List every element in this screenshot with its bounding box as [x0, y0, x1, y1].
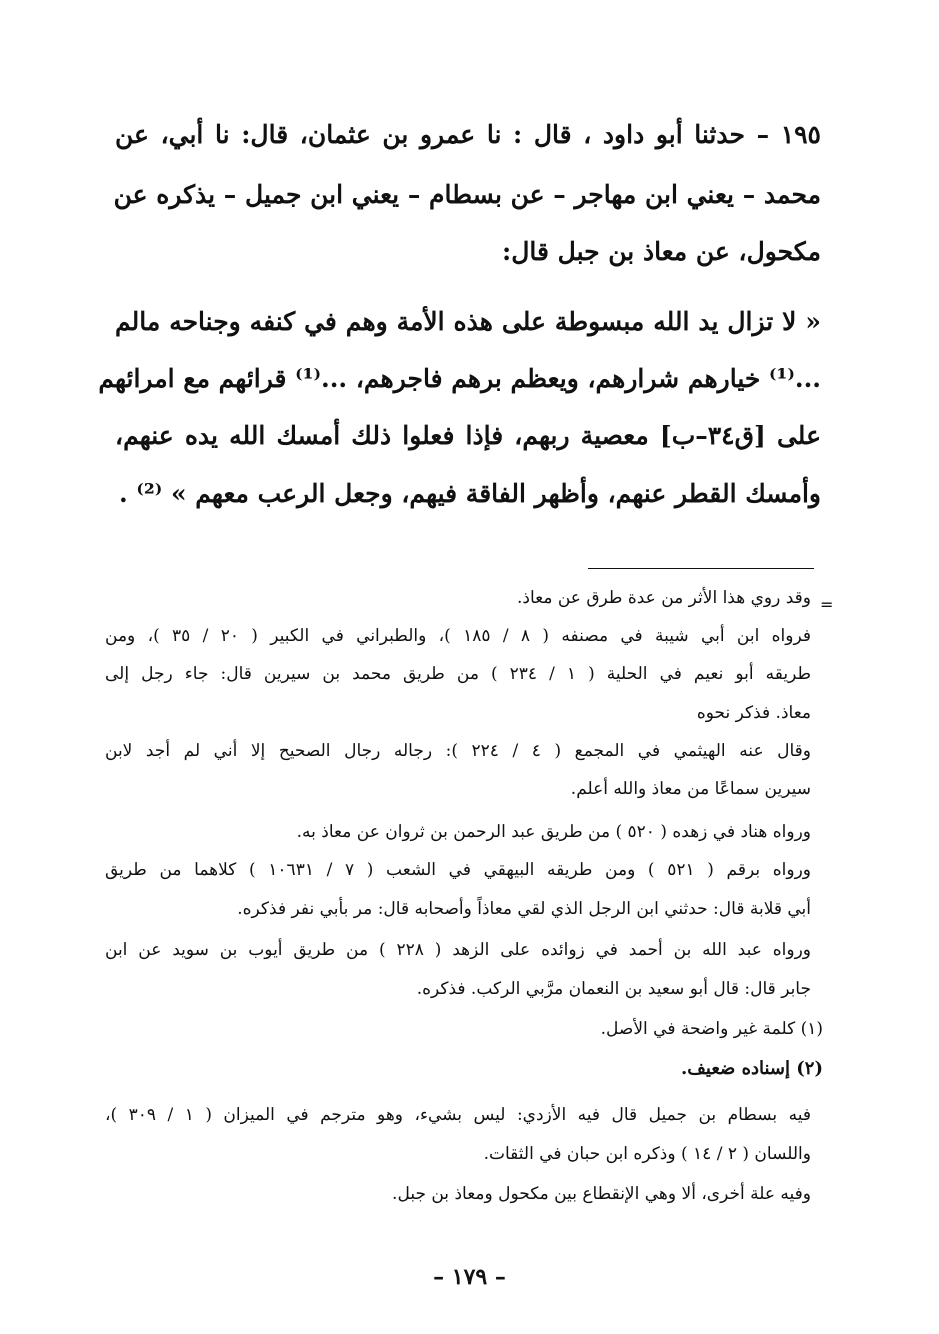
footnote-line: معاذ. فذكر نحوه: [696, 703, 811, 723]
footnote-line: وفيه علة أخرى، ألا وهي الإنقطاع بين مكحول ومعاذ بن جبل.: [392, 1184, 811, 1204]
footnote-line: (١) كلمة غير واضحة في الأصل.: [600, 1019, 823, 1039]
footnote-line: فرواه ابن أبي شيبة في مصنفه ( ٨ / ١٨٥ )، والطبراني في الكبير ( ٢٠ / ٣٥ )، ومن: [105, 626, 811, 646]
footnote-divider: [588, 568, 814, 569]
main-text-line: ...⁽¹⁾ خيارهم شرارهم، ويعظم برهم فاجرهم، ...⁽¹⁾ قرائهم مع امرائهم: [98, 364, 821, 393]
footnote-line: فيه بسطام بن جميل قال فيه الأزدي: ليس بشيء، وهو مترجم في الميزان ( ١ / ٣٠٩ )،: [105, 1105, 811, 1125]
main-text-line: « لا تزال يد الله مبسوطة على هذه الأمة وهم في كنفه وجناحه مالم: [115, 307, 821, 336]
footnote-line: سيرين سماعًا من معاذ والله أعلم.: [570, 779, 811, 799]
footnote-line: أبي قلابة قال: حدثني ابن الرجل الذي لقي معاذاً وأصحابه قال: مر بأبي نفر فذكره.: [237, 899, 811, 919]
footnote-line: ورواه هناد في زهده ( ٥٢٠ ) من طريق عبد الرحمن بن ثروان عن معاذ به.: [296, 822, 811, 842]
main-text-line: مكحول، عن معاذ بن جبل قال:: [501, 237, 821, 266]
footnote-line: واللسان ( ٢ / ١٤ ) وذكره ابن حبان في الثقات.: [483, 1144, 811, 1164]
continuation-marker: =: [820, 595, 834, 614]
page-number: – ١٧٩ –: [433, 1264, 506, 1290]
footnote-line: وقد روي هذا الأثر من عدة طرق عن معاذ.: [516, 588, 811, 608]
main-text-line: وأمسك القطر عنهم، وأظهر الفاقة فيهم، وجعل الرعب معهم » ⁽²⁾ .: [119, 479, 821, 508]
footnote-line: (٢) إسناده ضعيف.: [681, 1058, 823, 1079]
main-text-line: محمد – يعني ابن مهاجر – عن بسطام – يعني ابن جميل – يذكره عن: [113, 180, 821, 209]
footnote-line: ورواه برقم ( ٥٢١ ) ومن طريقه البيهقي في الشعب ( ٧ / ١٠٦٣١ ) كلاهما من طريق: [105, 860, 811, 880]
main-text-line: ١٩٥ – حدثنا أبو داود ، قال : نا عمرو بن عثمان، قال: نا أبي، عن: [115, 120, 821, 149]
main-text-line: على [ق٣٤–ب] معصية ربهم، فإذا فعلوا ذلك أمسك الله يده عنهم،: [115, 421, 821, 450]
footnote-line: ورواه عبد الله بن أحمد في زوائده على الزهد ( ٢٢٨ ) من طريق أيوب بن سويد عن ابن: [105, 940, 811, 960]
footnote-line: طريقه أبو نعيم في الحلية ( ١ / ٢٣٤ ) من طريق محمد بن سيرين قال: جاء رجل إلى: [105, 664, 811, 684]
footnote-line: جابر قال: قال أبو سعيد بن النعمان مرَّبي الركب. فذكره.: [416, 979, 811, 999]
footnote-line: وقال عنه الهيثمي في المجمع ( ٤ / ٢٢٤ ): رجاله رجال الصحيح إلا أني لم أجد لابن: [105, 741, 812, 761]
